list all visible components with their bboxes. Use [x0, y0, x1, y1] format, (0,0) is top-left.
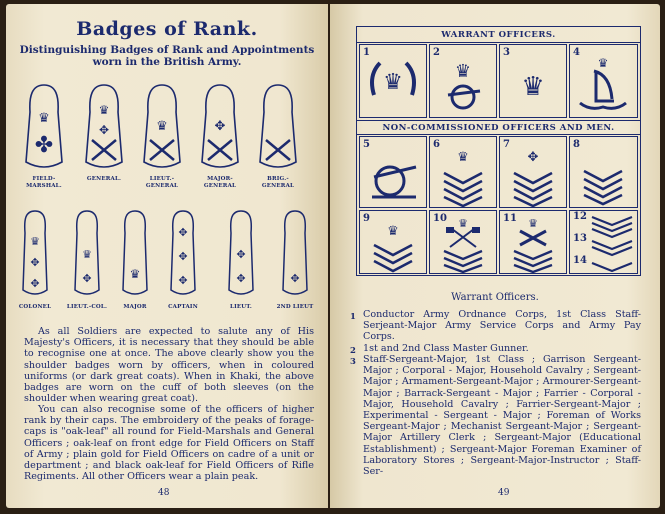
paragraph-caps: You can also recognise some of the officers of higher rank by their caps. The embroidery of the peaks of forage-caps is "oak-leaf" all round for Field-Marshals and General Officers ; oak-leaf on front edge for Field Officers on Staff of Army ; plain gold for Field Officers on cadre of a unit or department ; and black oak-leaf for Field Officers of Rifle Regiments. All other Officers wear a plain peak. — [24, 404, 314, 483]
svg-text:♛: ♛ — [454, 61, 472, 82]
major-badge — [120, 208, 150, 300]
lieut-general-badge — [138, 82, 186, 174]
svg-text:♛: ♛ — [458, 217, 468, 230]
item-number-1: 1 — [350, 312, 356, 322]
badge-cell-6: 6 ♛ — [429, 136, 497, 208]
second-lieut-badge — [280, 208, 310, 300]
item-number-2: 2 — [350, 346, 356, 356]
badge-cell-11: 11 ♛ — [499, 210, 567, 274]
brig-general-badge — [254, 82, 302, 174]
warrant-officers-header: WARRANT OFFICERS. — [441, 30, 556, 40]
lieut-col-badge — [72, 208, 102, 300]
svg-text:✤: ✤ — [34, 133, 54, 158]
svg-text:♛: ♛ — [30, 235, 40, 248]
warrant-officers-list-title: Warrant Officers. — [451, 292, 539, 303]
page-subtitle: Distinguishing Badges of Rank and Appointments worn in the British Army. — [19, 44, 315, 68]
warrant-item-3: Staff-Sergeant-Major, 1st Class ; Garrison Sergeant- Major ; Corporal - Major, Household Cavalry ; Sergeant-Major ; Armament-Sergeant-Major ; Armourer-Sergeant-Major ; Barrack-Sergeant - Major ; Farrier - Corporal - Major, Household Cavalry ; Farrier-Sergeant-Major ; Experimental - Sergeant - Major ; Foreman of Works Sergeant-Major ; Mechanist Sergeant-Major ; Sergeant-Major Artillery Clerk ; Sergeant-Major (Educational Establishment) ; Sergeant-Major Foreman Examiner of Laboratory Stores ; Sergeant-Major-Instructor ; Staff-Ser- — [363, 354, 641, 478]
page-title: Badges of Rank. — [76, 18, 258, 40]
general-badge — [80, 82, 128, 174]
svg-text:♛: ♛ — [528, 217, 538, 230]
svg-text:♛: ♛ — [98, 103, 110, 117]
label-lieut-col: LIEUT.-COL. — [66, 304, 108, 310]
major-general-badge — [196, 82, 244, 174]
label-brig-general: BRIG.-GENERAL — [261, 176, 295, 189]
badge-cell-10: 10 ♛ — [429, 210, 497, 274]
svg-text:♛: ♛ — [383, 70, 403, 95]
svg-text:♛: ♛ — [597, 56, 609, 70]
badge-cell-4: 4 ♛ — [569, 44, 638, 118]
label-major-general: MAJOR-GENERAL — [203, 176, 237, 189]
paragraph-saluting: As all Soldiers are expected to salute any of His Majesty's Officers, it is necessary that they should be able to recognise one at once. The above clearly show you the shoulder badges worn by officers, when in coloured uniforms (or dark great coats). When in Khaki, the above badges are worn on the cuff of both sleeves (on the shoulder when wearing great coat). — [24, 326, 314, 405]
label-lieut-general: LIEUT.-GENERAL — [145, 176, 179, 189]
label-colonel: COLONEL — [18, 304, 52, 310]
svg-text:✥: ✥ — [30, 277, 40, 290]
svg-text:♛: ♛ — [82, 248, 92, 261]
badge-cell-9: 9 ♛ — [359, 210, 427, 274]
label-field-marshal: FIELD-MARSHAL. — [26, 176, 62, 189]
page-number-right: 49 — [498, 488, 510, 498]
svg-text:✥: ✥ — [178, 274, 188, 287]
badge-cell-5: 5 — [359, 136, 427, 208]
label-second-lieut: 2ND LIEUT — [276, 304, 314, 310]
label-major: MAJOR — [123, 304, 147, 310]
warrant-item-1: Conductor Army Ordnance Corps, 1st Class Staff-Serjeant-Major Army Service Corps and Army Pay Corps. — [363, 309, 641, 343]
badge-cell-2: 2 ♛ — [429, 44, 497, 118]
svg-text:✥: ✥ — [527, 150, 539, 165]
svg-text:✥: ✥ — [290, 272, 300, 285]
badge-chart — [356, 26, 641, 276]
svg-text:✥: ✥ — [30, 256, 40, 269]
nco-header: NON-COMMISSIONED OFFICERS AND MEN. — [382, 123, 615, 133]
item-number-3: 3 — [350, 357, 356, 367]
svg-text:✥: ✥ — [178, 250, 188, 263]
svg-text:♛: ♛ — [156, 119, 168, 134]
lieut-badge — [226, 208, 256, 300]
svg-text:✥: ✥ — [82, 272, 92, 285]
label-lieut: LIEUT. — [230, 304, 252, 310]
left-page — [6, 4, 328, 508]
svg-text:✥: ✥ — [236, 272, 246, 285]
page-number-left: 48 — [158, 488, 170, 498]
warrant-item-2: 1st and 2nd Class Master Gunner. — [363, 343, 529, 354]
right-page — [330, 4, 660, 508]
badge-cell-1: 1 ♛ — [359, 44, 427, 118]
svg-text:✥: ✥ — [98, 123, 110, 137]
svg-text:✥: ✥ — [236, 248, 246, 261]
field-marshal-badge — [20, 82, 68, 174]
svg-text:✥: ✥ — [178, 226, 188, 239]
svg-text:♛: ♛ — [129, 267, 141, 281]
svg-text:♛: ♛ — [521, 72, 545, 102]
badge-cell-12-14: 12 13 14 — [569, 210, 638, 274]
badge-cell-7: 7 ✥ — [499, 136, 567, 208]
label-general: GENERAL. — [86, 176, 122, 182]
svg-text:♛: ♛ — [457, 150, 469, 165]
badge-cell-8: 8 — [569, 136, 638, 208]
svg-text:✥: ✥ — [214, 119, 226, 134]
svg-text:♛: ♛ — [387, 224, 399, 239]
label-captain: CAPTAIN — [168, 304, 198, 310]
colonel-badge — [20, 208, 50, 300]
badge-cell-3: 3 ♛ — [499, 44, 567, 118]
svg-text:♛: ♛ — [38, 111, 50, 126]
captain-badge — [168, 208, 198, 300]
